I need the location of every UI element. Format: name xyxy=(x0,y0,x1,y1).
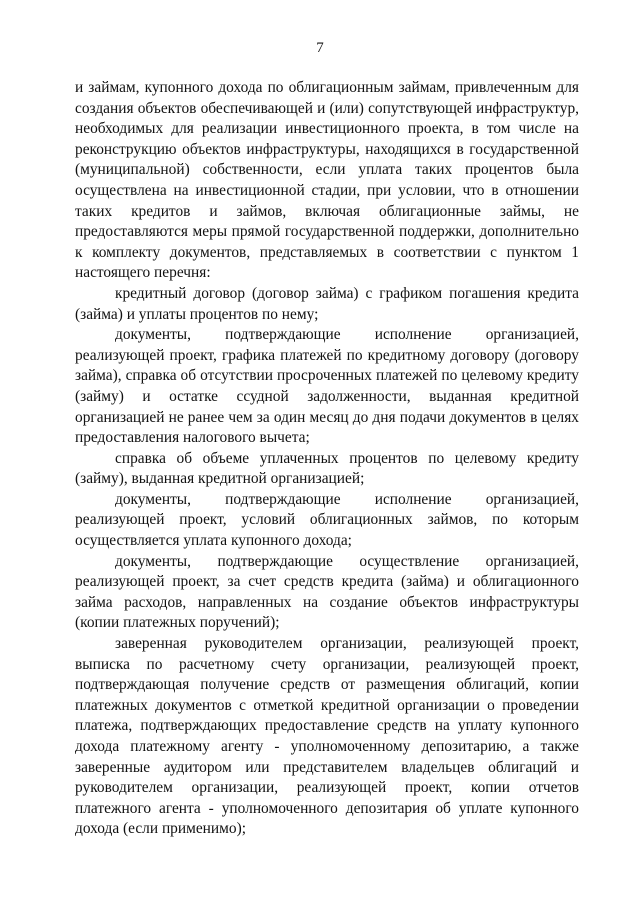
page-number: 7 xyxy=(316,40,324,56)
paragraph-bank-statement: заверенная руководителем организации, реализующей проект, выписка по расчетному счету организации, реализующей проект, подтверждающая получение средств от размещения облигаций, копии платежных документов с отметкой кредитной организации о проведении платежа, подтверждающих предоставление средств на уплату купонного дохода платежному агенту - уполномоченному депозитарию, а также заверенные аудитором или представителем владельцев облигаций и руководителем организации, реализующей проект, копии отчетов платежного агента - уполномоченного депозитария об уплате купонного дохода (если применимо); xyxy=(75,635,579,838)
paragraph-interest-certificate: справка об объеме уплаченных процентов по целевому кредиту (займу), выданная кредитной организацией; xyxy=(75,449,579,488)
paragraph-payment-schedule-documents: документы, подтверждающие исполнение организацией, реализующей проект, графика платежей по кредитному договору (договору займа), справка об отсутствии просроченных платежей по целевому кредиту (займу) и остатке ссудной задолженности, выданная кредитной организацией не ранее чем за один месяц до дня подачи документов в целях предоставления налогового вычета; xyxy=(75,326,579,447)
paragraph-bond-terms-documents: документы, подтверждающие исполнение организацией, реализующей проект, условий облигационных займов, по которым осуществляется уплата купонного дохода; xyxy=(75,490,579,550)
paragraph-continuation: и займам, купонного дохода по облигационным займам, привлеченным для создания объектов обеспечивающей и (или) сопутствующей инфраструктур, необходимых для реализации инвестиционного проекта, в том числе на реконструкцию объектов инфраструктуры, находящихся в государственной (муниципальной) собственности, если уплата таких процентов была осуществлена на инвестиционной стадии, при условии, что в отношении таких кредитов и займов, включая облигационные займы, не предоставляются меры прямой государственной поддержки, дополнительно к комплекту документов, представляемых в соответствии с пунктом 1 настоящего перечня: xyxy=(75,79,579,282)
document-body xyxy=(75,78,579,840)
paragraph-expenses-documents: документы, подтверждающие осуществление организацией, реализующей проект, за счет средств кредита (займа) и облигационного займа расходов, направленных на создание объектов инфраструктуры (копии платежных поручений); xyxy=(75,552,579,632)
paragraph-loan-agreement: кредитный договор (договор займа) с графиком погашения кредита (займа) и уплаты процентов по нему; xyxy=(75,284,579,323)
